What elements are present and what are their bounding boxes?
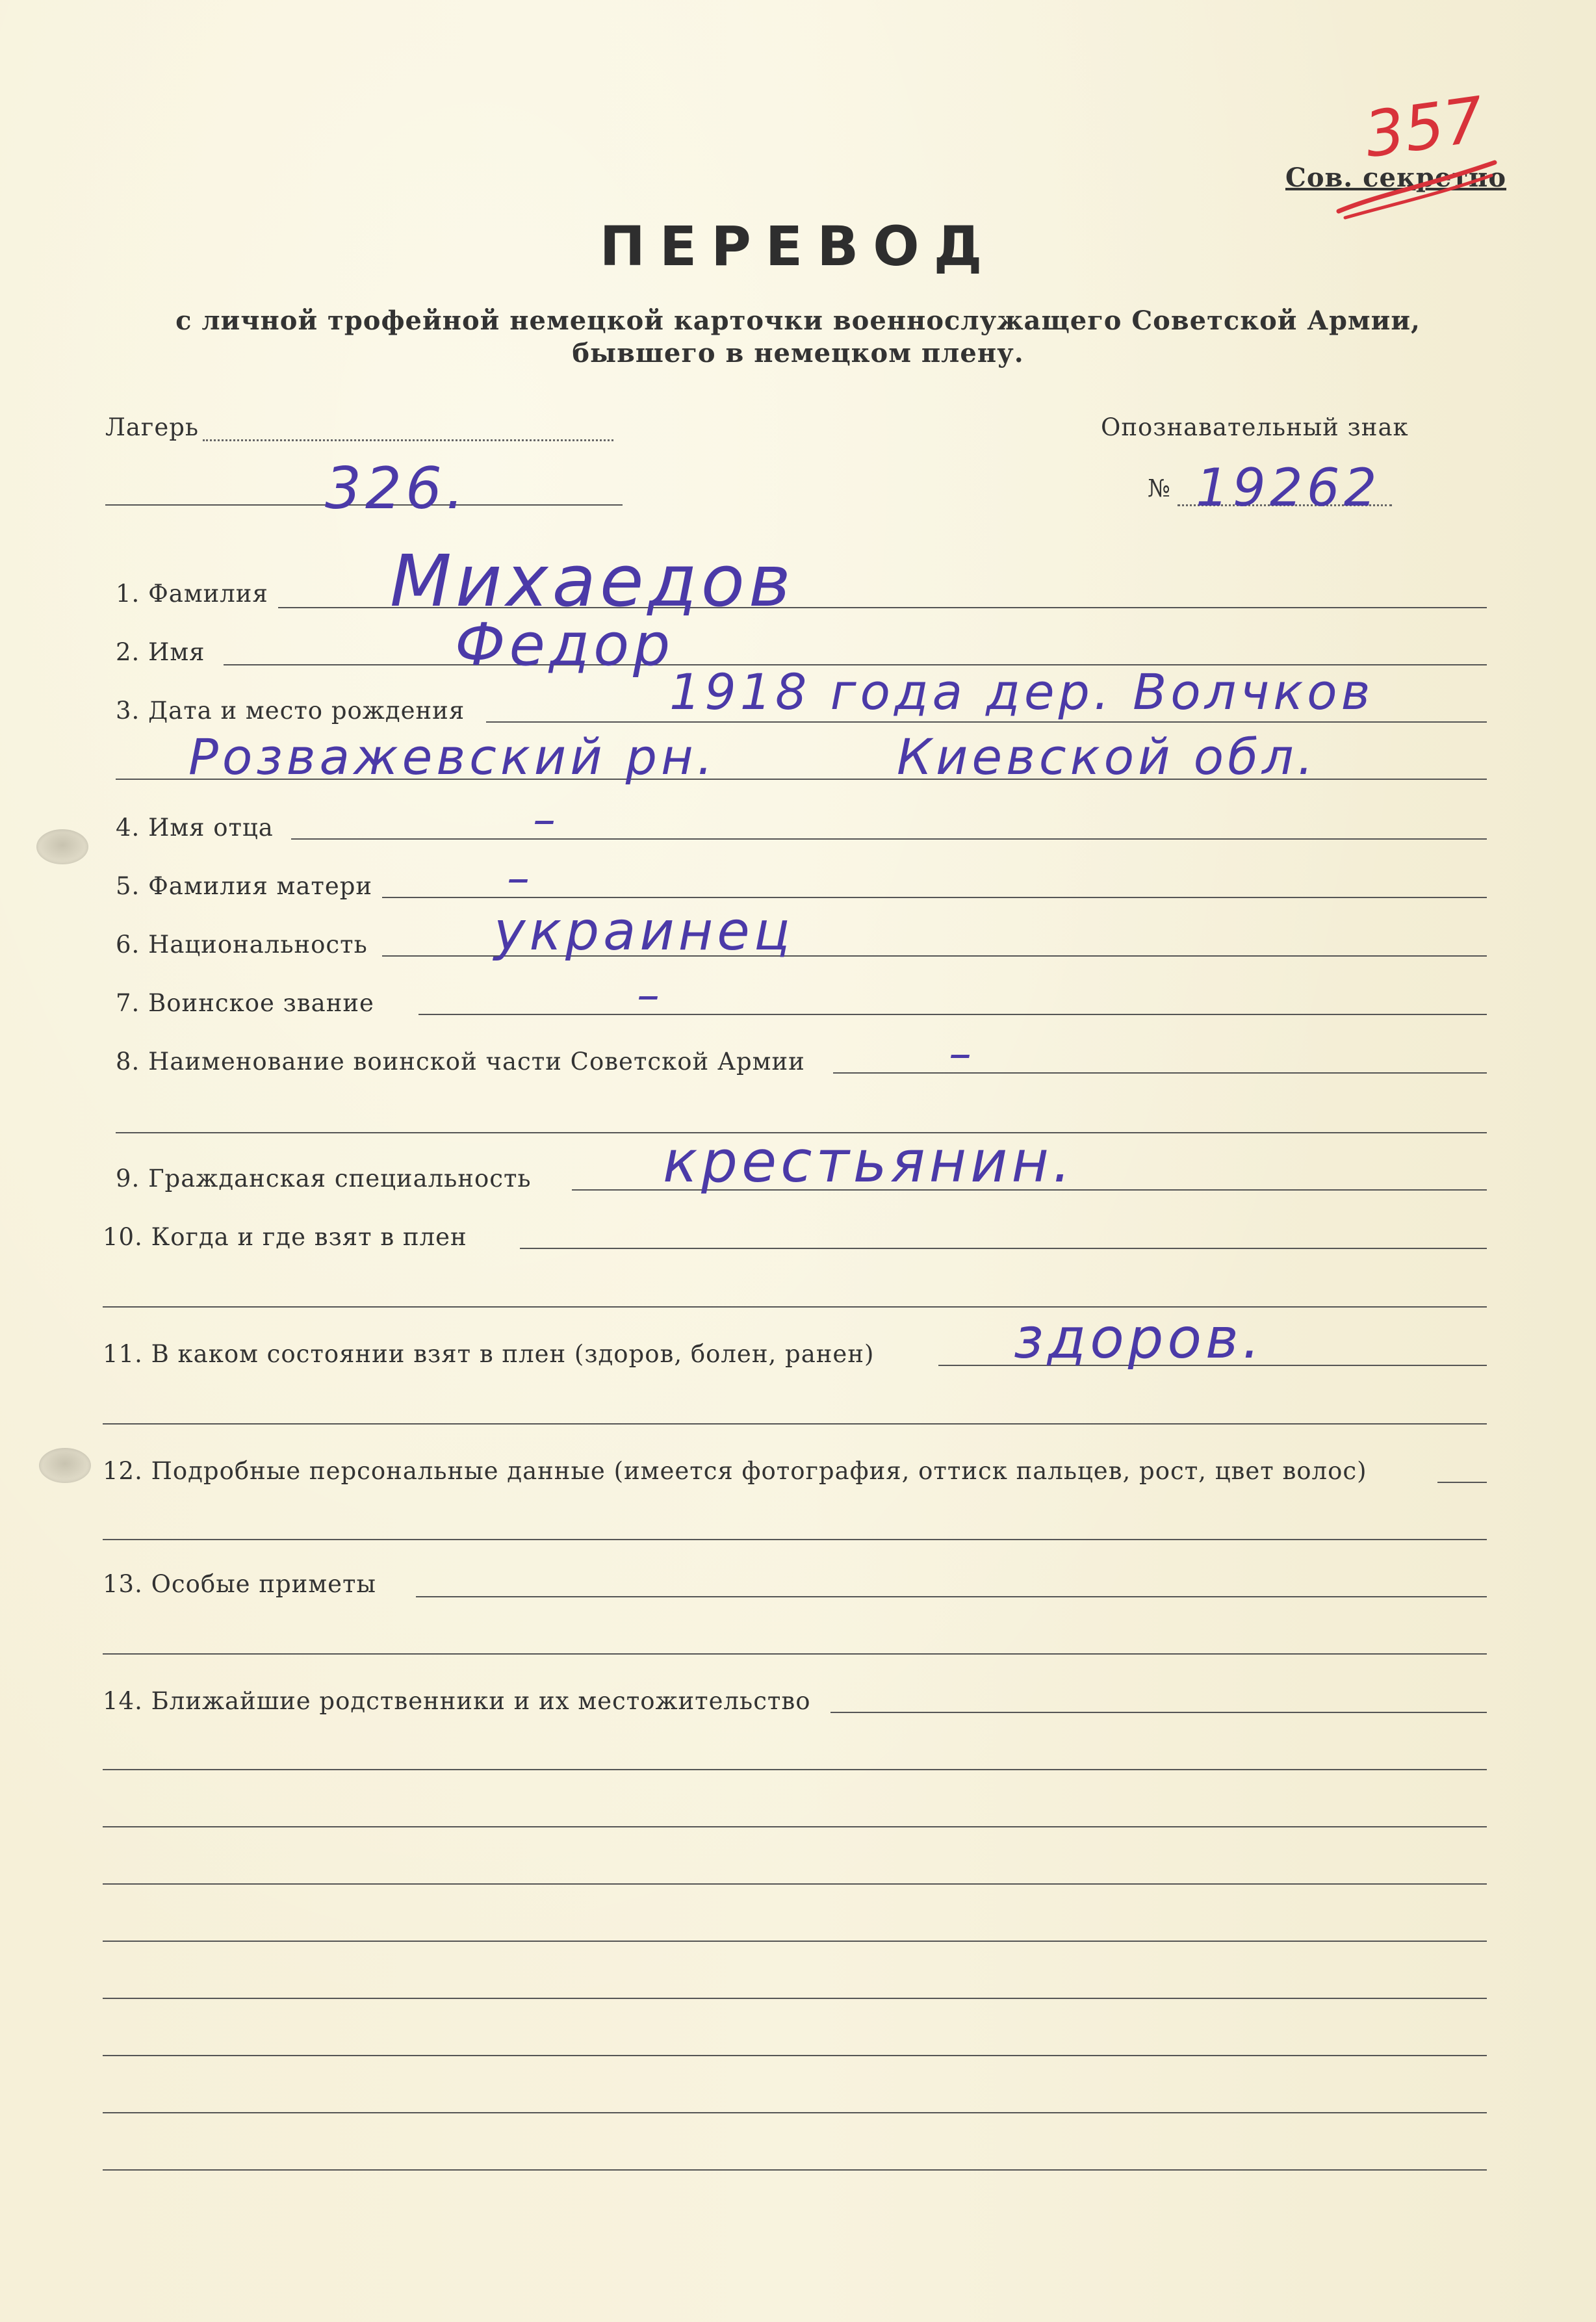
- field-label-relatives: 14. Ближайшие родственники и их местожительство: [103, 1687, 811, 1715]
- field-label-nationality: 6. Национальность: [116, 931, 368, 959]
- id-tag-label: Опознавательный знак: [1101, 413, 1409, 441]
- field-value-civil-specialty: крестьянин.: [663, 1128, 1075, 1195]
- id-tag-value: 19262: [1196, 458, 1381, 518]
- field-label-rank: 7. Воинское звание: [116, 989, 374, 1017]
- field-label-mother-surname: 5. Фамилия матери: [116, 872, 373, 900]
- field-label-civil-specialty: 9. Гражданская специальность: [116, 1165, 532, 1193]
- field-line: [103, 1539, 1487, 1540]
- field-label-father-name: 4. Имя отца: [116, 814, 274, 842]
- field-line: [103, 1423, 1487, 1425]
- field-line: [418, 1014, 1487, 1015]
- field-value-military-unit: –: [949, 1027, 975, 1080]
- field-value-mother-surname: –: [507, 851, 534, 905]
- field-value-rank: –: [637, 968, 663, 1022]
- blank-ruled-line: [103, 2055, 1487, 2056]
- field-label-first-name: 2. Имя: [116, 638, 205, 666]
- subtitle-line-2: бывшего в немецком плену.: [572, 338, 1024, 368]
- field-label-military-unit: 8. Наименование воинской части Советской Армии: [116, 1048, 805, 1076]
- field-value-father-name: –: [533, 793, 560, 846]
- blank-ruled-line: [103, 1769, 1487, 1770]
- camp-value: 326.: [325, 455, 468, 522]
- page-title: ПЕРЕВОД: [599, 214, 997, 278]
- camp-label: Лагерь: [105, 413, 200, 441]
- field-line: [103, 1653, 1487, 1655]
- camp-dotted-line: [203, 439, 613, 441]
- field-label-capture-condition: 11. В каком состоянии взят в плен (здоров, болен, ранен): [103, 1340, 875, 1368]
- field-label-personal-data: 12. Подробные персональные данные (имеется фотография, оттиск пальцев, рост, цвет волос): [103, 1457, 1367, 1485]
- field-value-birth-region: Киевской обл.: [897, 728, 1317, 786]
- field-line: [416, 1596, 1487, 1597]
- field-value-birth-district: Розважевский рн.: [188, 728, 717, 786]
- blank-ruled-line: [103, 1826, 1487, 1827]
- field-label-surname: 1. Фамилия: [116, 580, 268, 608]
- field-value-capture-condition: здоров.: [1014, 1306, 1265, 1371]
- punch-hole: [39, 1448, 91, 1483]
- field-label-captured-when-where: 10. Когда и где взят в плен: [103, 1223, 467, 1251]
- blank-ruled-line: [103, 1941, 1487, 1942]
- field-line: [1437, 1482, 1487, 1483]
- subtitle-line-1: с личной трофейной немецкой карточки военнослужащего Советской Армии,: [175, 305, 1421, 336]
- blank-ruled-line: [103, 2112, 1487, 2113]
- field-line: [833, 1072, 1487, 1074]
- field-line: [486, 721, 1487, 723]
- field-line: [382, 897, 1487, 898]
- field-line: [291, 838, 1487, 840]
- blank-ruled-line: [103, 1998, 1487, 1999]
- red-page-number: 357: [1360, 83, 1489, 172]
- blank-ruled-line: [103, 1883, 1487, 1885]
- classification-stamp: Сов. секретно: [1285, 162, 1507, 193]
- id-tag-number-sign: №: [1148, 474, 1172, 502]
- field-value-first-name: Федор: [455, 611, 675, 679]
- field-line: [103, 1306, 1487, 1308]
- field-value-surname: Михаедов: [390, 539, 795, 623]
- field-value-nationality: украинец: [494, 901, 794, 962]
- field-label-birth: 3. Дата и место рождения: [116, 697, 465, 725]
- blank-ruled-line: [103, 2169, 1487, 2171]
- field-value-birth: 1918 года дер. Волчков: [669, 663, 1374, 721]
- field-line: [520, 1248, 1487, 1249]
- field-line: [830, 1712, 1487, 1713]
- field-label-special-marks: 13. Особые приметы: [103, 1570, 376, 1598]
- punch-hole: [36, 829, 88, 864]
- red-strike-mark: [1332, 149, 1501, 221]
